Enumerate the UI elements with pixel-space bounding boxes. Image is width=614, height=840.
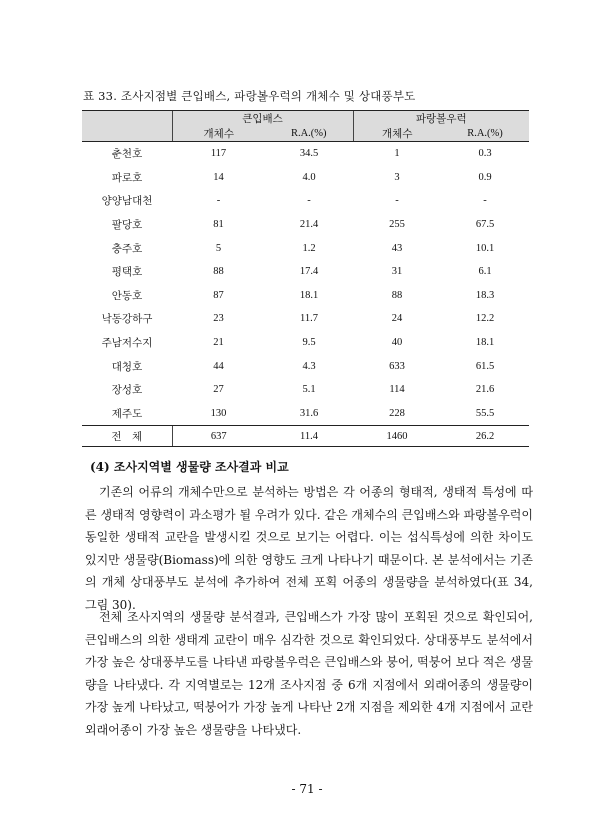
site-name: 파로호 (111, 172, 143, 184)
total-blue-ra: 26.2 (441, 426, 529, 447)
total-label: 전 체 (82, 426, 172, 447)
total-bass-ra: 11.4 (265, 426, 353, 447)
bass-count: 44 (213, 360, 224, 372)
site-name: 장성호 (111, 385, 143, 397)
blue-ra: 67.5 (475, 219, 495, 231)
table-row (82, 284, 529, 308)
bass-count: 14 (213, 171, 224, 183)
blue-count: 24 (391, 313, 403, 325)
site-name: 춘천호 (111, 149, 143, 161)
bass-count: 81 (213, 219, 224, 231)
blue-ra: 55.5 (475, 407, 495, 419)
blue-count: 633 (389, 360, 405, 372)
bass-ra: 1.2 (302, 242, 316, 254)
blue-ra: 10.1 (475, 242, 495, 254)
table-header-sub-row (82, 126, 529, 142)
total-bass-count: 637 (172, 426, 265, 447)
header-blue-count: 개체수 (353, 126, 441, 142)
site-name: 제주도 (111, 408, 143, 420)
page-number: - 71 - (291, 782, 323, 796)
table-header-group-row (82, 111, 529, 127)
bass-ra: 18.1 (299, 289, 319, 301)
bass-count: 87 (213, 289, 224, 301)
table-caption: 표 33. 조사지점별 큰입배스, 파랑볼우럭의 개체수 및 상대풍부도 (83, 89, 416, 103)
header-site-blank-2 (82, 126, 172, 142)
table-row (82, 378, 529, 402)
bass-ra: 4.3 (302, 360, 316, 372)
blue-count: 88 (391, 289, 403, 301)
table-row (82, 189, 529, 213)
table-row (82, 213, 529, 237)
site-name: 충주호 (111, 243, 143, 255)
section-title: (4) 조사지역별 생물량 조사결과 비교 (90, 460, 289, 474)
table-row (82, 307, 529, 331)
bass-ra: 4.0 (302, 171, 316, 183)
total-blue-count: 1460 (353, 426, 441, 447)
table-row (82, 166, 529, 190)
blue-count: - (395, 195, 399, 207)
blue-ra: 18.3 (475, 289, 495, 301)
blue-ra: 61.5 (475, 360, 495, 372)
table-row (82, 260, 529, 284)
bass-count: 27 (213, 384, 224, 396)
table-row (82, 331, 529, 355)
data-table (82, 110, 529, 447)
blue-count: 43 (391, 242, 403, 254)
bass-count: 23 (213, 313, 224, 325)
header-blue-ra: R.A.(%) (441, 126, 529, 142)
site-name: 안동호 (111, 290, 143, 302)
bass-ra: 34.5 (299, 148, 319, 160)
bass-ra: 17.4 (299, 266, 319, 278)
blue-count: 40 (391, 337, 403, 349)
blue-count: 3 (394, 171, 400, 183)
bass-count: 21 (213, 337, 224, 349)
site-name: 주남저수지 (101, 338, 153, 350)
bass-ra: 5.1 (302, 384, 316, 396)
blue-count: 1 (394, 148, 400, 160)
site-name: 양양남대천 (101, 196, 153, 208)
bass-count: 130 (210, 407, 227, 419)
table-total-row (82, 426, 529, 447)
site-name: 팔당호 (111, 220, 143, 232)
site-name: 낙동강하구 (101, 314, 153, 326)
blue-count: 228 (389, 407, 405, 419)
blue-count: 255 (389, 219, 405, 231)
header-site-blank (82, 111, 172, 127)
bass-ra: - (307, 195, 311, 207)
bass-count: - (216, 195, 221, 207)
header-bass-ra: R.A.(%) (265, 126, 353, 142)
bass-ra: 11.7 (300, 313, 318, 325)
bass-count: 88 (213, 266, 224, 278)
header-group-bass: 큰입배스 (172, 111, 353, 127)
bass-ra: 21.4 (299, 219, 319, 231)
bass-count: 117 (210, 148, 227, 160)
header-group-bluegill: 파랑볼우럭 (353, 111, 529, 127)
table-row (82, 402, 529, 426)
site-name: 대청호 (111, 361, 143, 373)
header-bass-count: 개체수 (172, 126, 265, 142)
table-row (82, 236, 529, 260)
bass-ra: 9.5 (302, 337, 316, 349)
blue-ra: 0.9 (478, 171, 492, 183)
blue-ra: 12.2 (475, 313, 495, 325)
blue-ra: - (483, 195, 487, 207)
blue-ra: 6.1 (478, 266, 492, 278)
blue-ra: 18.1 (475, 337, 495, 349)
blue-ra: 0.3 (478, 148, 492, 160)
table-row (82, 354, 529, 378)
site-name: 평택호 (111, 267, 143, 279)
paragraph-2: 전체 조사지역의 생물량 분석결과, 큰입배스가 가장 많이 포획된 것으로 확인되어, 큰입배스의 의한 생태계 교란이 매우 심각한 것으로 확인되었다. 상대풍부도 분석에서 가장 높은 상대풍부도를 나타낸 파랑볼우럭은 큰입배스와 붕어, 떡붕어 보다 적은 생물량을 나타냈다. 각 지역별로는 12개 조사지점 중 6개 지점에서 외래어종의 생물량이 가장 높게 나타났고, 떡붕어가 가장 높게 나타난 2개 지점을 제외한 4개 지점에서 교란외래어종이 가장 높은 생물량을 나타냈다. (85, 610, 533, 737)
blue-ra: 21.6 (475, 384, 495, 396)
paragraph-1: 기존의 어류의 개체수만으로 분석하는 방법은 각 어종의 형태적, 생태적 특성에 따른 생태적 영향력이 과소평가 될 우려가 있다. 같은 개체수의 큰입배스와 파랑볼우럭이 동일한 생태적 교란을 발생시킬 것으로 보기는 어렵다. 이는 섭식특성에 의한 차이도 있지만 생물량(Biomass)에 의한 영향도 크게 나타나기 때문이다. 본 분석에서는 기존의 개체 상대풍부도 분석에 추가하여 전체 포획 어종의 생물량을 분석하였다(표 34, 그림 30). (85, 485, 533, 612)
bass-ra: 31.6 (299, 407, 319, 419)
bass-count: 5 (215, 242, 222, 254)
blue-count: 31 (391, 266, 403, 278)
blue-count: 114 (389, 384, 405, 396)
table-row (82, 142, 529, 166)
